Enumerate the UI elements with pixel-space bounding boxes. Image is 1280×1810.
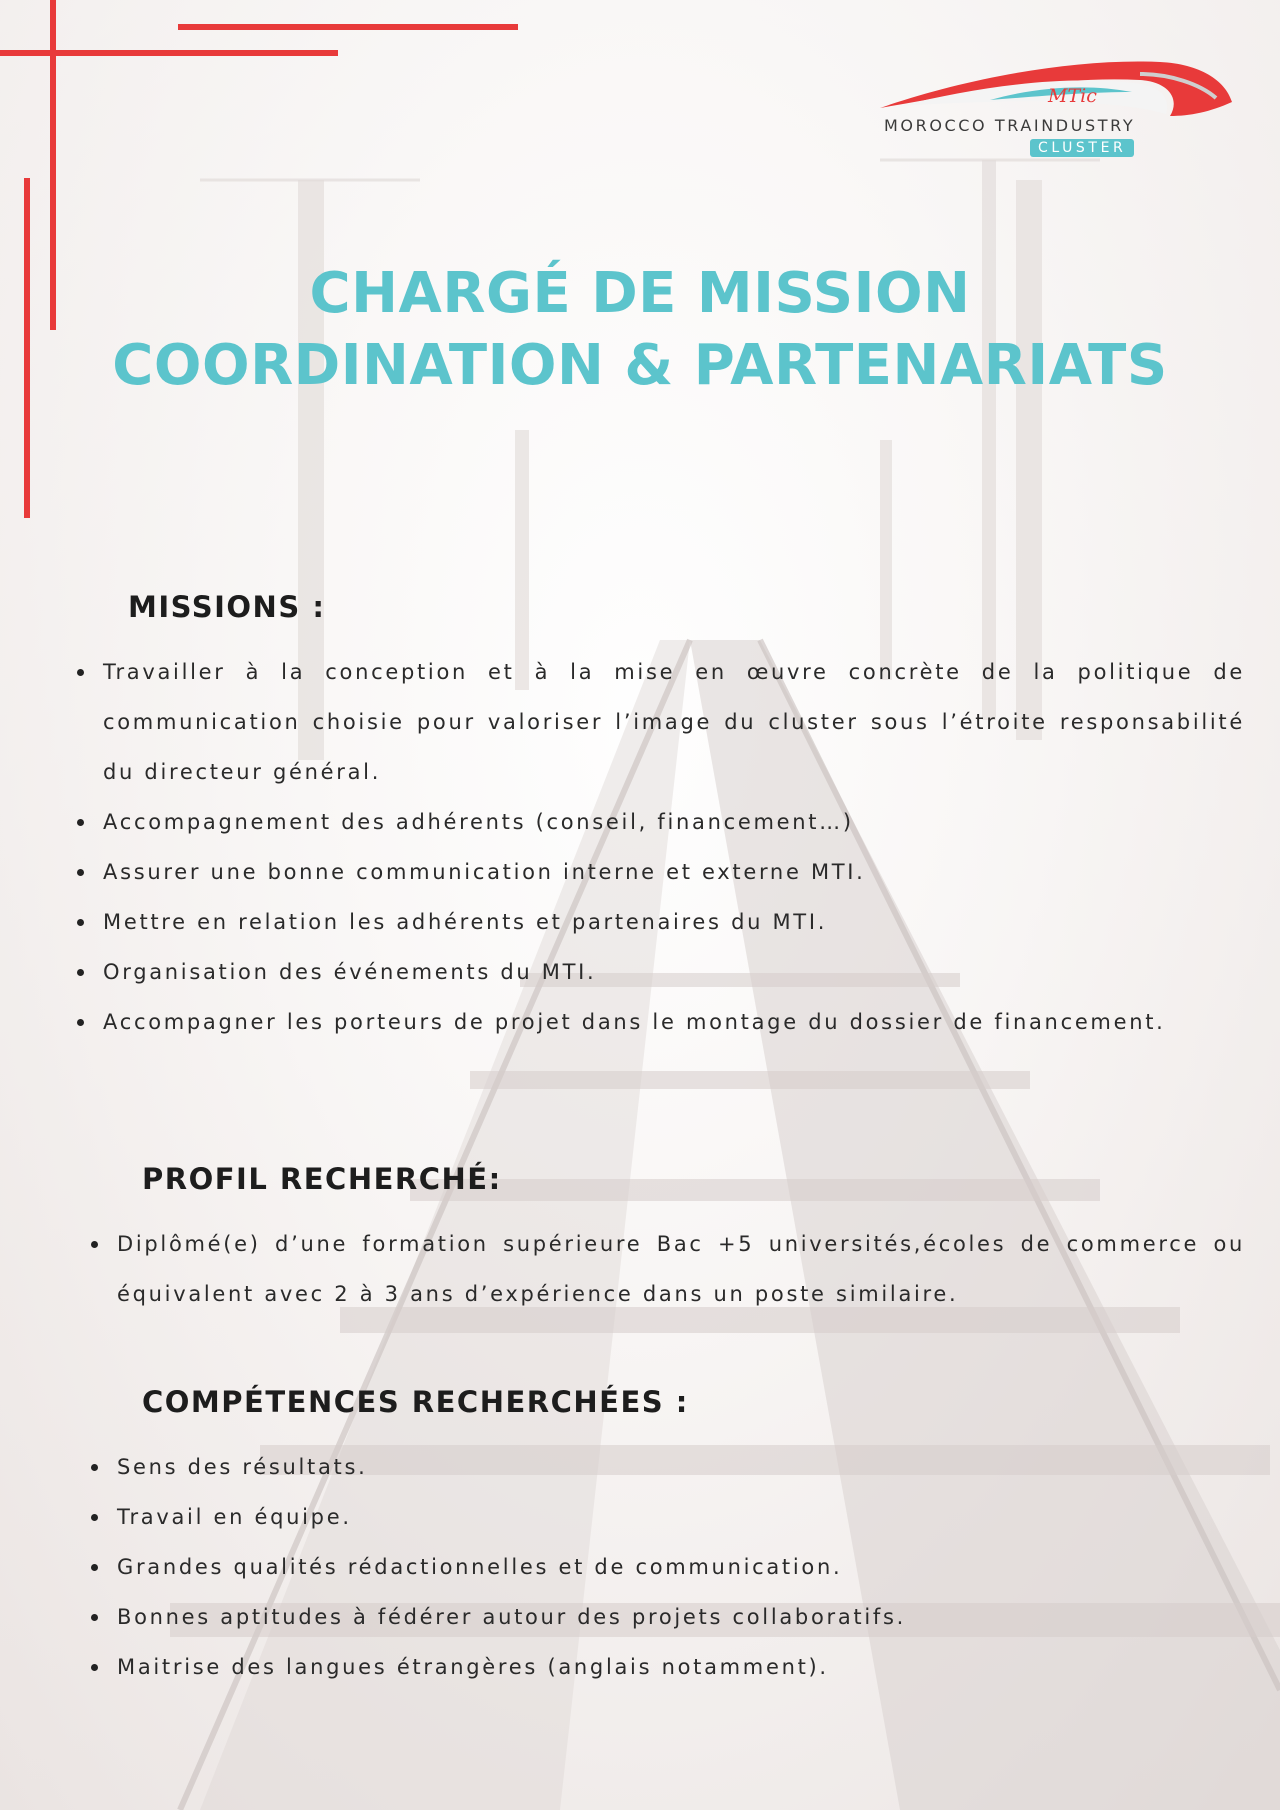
list-item: Maitrise des langues étrangères (anglais notamment).: [91, 1642, 1245, 1692]
list-item: Organisation des événements du MTI.: [77, 947, 1245, 997]
list-item: Assurer une bonne communication interne et externe MTI.: [77, 847, 1245, 897]
title-line-2: COORDINATION & PARTENARIATS: [112, 333, 1168, 398]
list-item: Travailler à la conception et à la mise en œuvre concrète de la politique de communication choisie pour valoriser l’image du cluster sous l’étroite responsabilité du directeur général.: [77, 647, 1245, 797]
competences-heading: COMPÉTENCES RECHERCHÉES :: [142, 1385, 689, 1419]
profil-list: [91, 1219, 1245, 1319]
decor-line-vertical-left-2: [24, 178, 30, 518]
list-item: Grandes qualités rédactionnelles et de communication.: [91, 1542, 1245, 1592]
page-title: [40, 258, 1240, 402]
profil-heading: PROFIL RECHERCHÉ:: [142, 1162, 502, 1196]
mti-cluster-logo: [870, 40, 1240, 170]
list-item: Accompagnement des adhérents (conseil, financement…): [77, 797, 1245, 847]
list-item: Bonnes aptitudes à fédérer autour des projets collaboratifs.: [91, 1592, 1245, 1642]
logo-badge: CLUSTER: [1030, 139, 1134, 157]
missions-list: [77, 647, 1245, 1047]
missions-heading: MISSIONS :: [128, 590, 326, 624]
list-item: Sens des résultats.: [91, 1442, 1245, 1492]
list-item: Accompagner les porteurs de projet dans le montage du dossier de financement.: [77, 997, 1245, 1047]
list-item: Mettre en relation les adhérents et partenaires du MTI.: [77, 897, 1245, 947]
list-item: Travail en équipe.: [91, 1492, 1245, 1542]
title-line-1: CHARGÉ DE MISSION: [309, 261, 971, 326]
logo-name: MOROCCO TRAINDUSTRY: [884, 116, 1136, 135]
competences-list: [91, 1442, 1245, 1692]
logo-script-text: MTic: [1048, 85, 1097, 107]
decor-line-horizontal-top-2: [178, 24, 518, 30]
decor-line-horizontal-top: [0, 50, 338, 56]
list-item: Diplômé(e) d’une formation supérieure Bac +5 universités,écoles de commerce ou équivalent avec 2 à 3 ans d’expérience dans un poste similaire.: [91, 1219, 1245, 1319]
